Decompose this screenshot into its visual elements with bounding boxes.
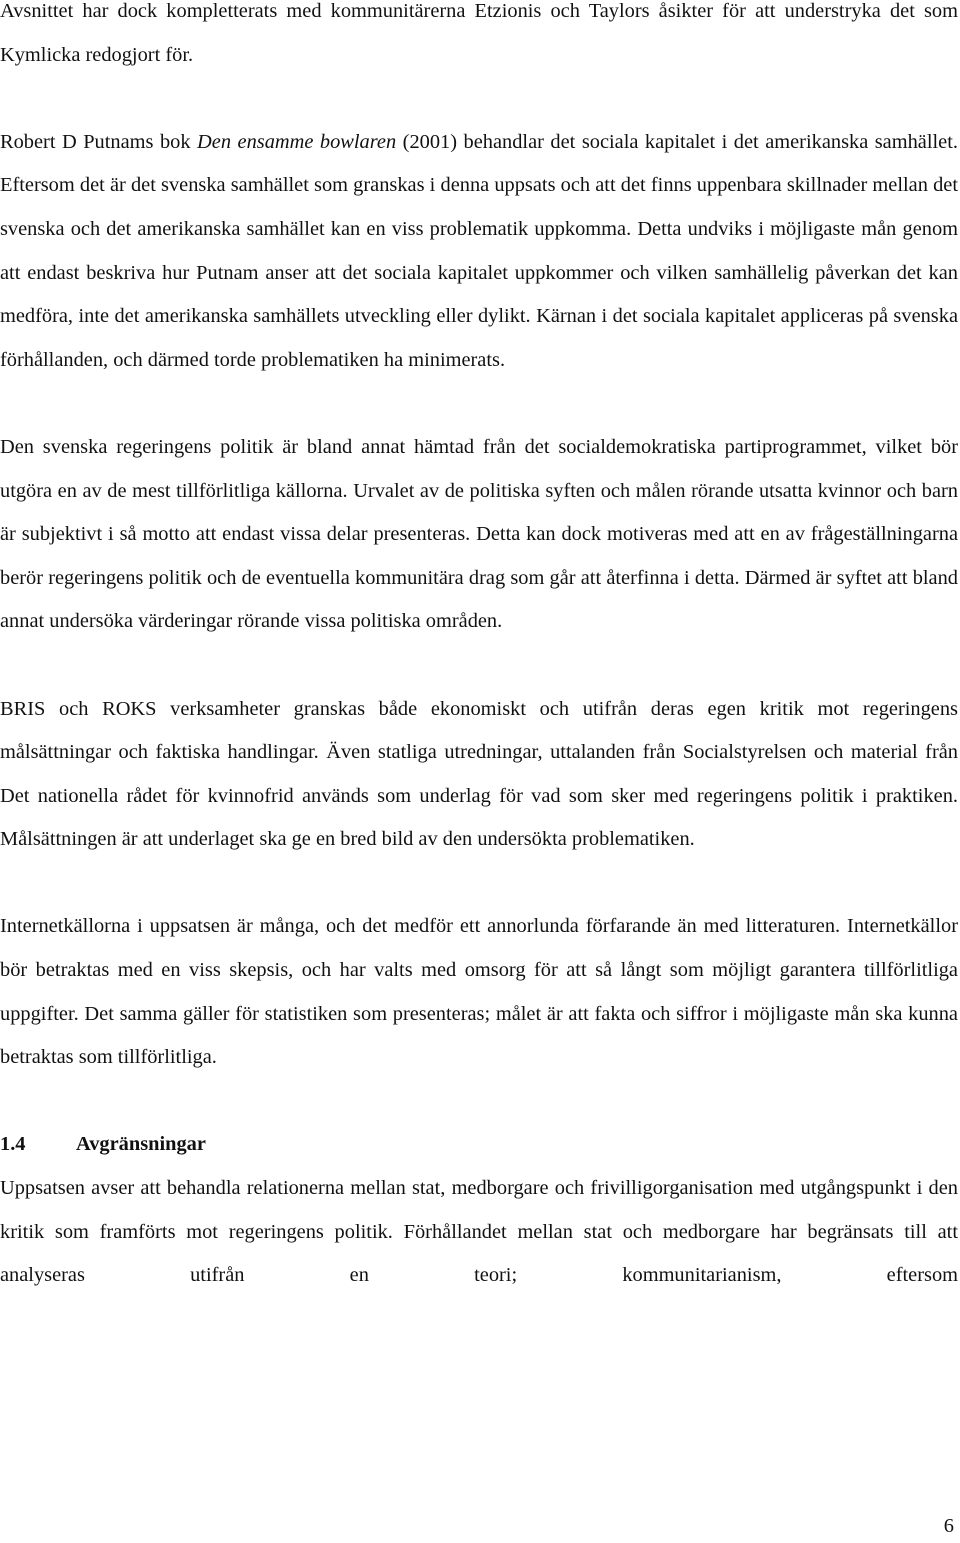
page-number: 6 (943, 1515, 954, 1537)
paragraph-2-text-b: (2001) behandlar det sociala kapitalet i det amerikanska samhället. Eftersom det är det svenska samhället som granskas i denna uppsats och att det finns uppenbara skillnader mellan det svenska och det amerikanska samhället kan en viss problematik uppkomma. Detta undviks i möjligaste mån genom att endast beskriva hur Putnam anser att det sociala kapitalet uppkommer och vilken samhällelig påverkan det kan medföra, inte det amerikanska samhällets utveckling eller dylikt. Kärnan i det sociala kapitalet appliceras på svenska förhållanden, och därmed torde problematiken ha minimerats. (0, 130, 958, 371)
paragraph-3: Den svenska regeringens politik är bland annat hämtad från det socialdemokratiska partiprogrammet, vilket bör utgöra en av de mest tillförlitliga källorna. Urvalet av de politiska syften och målen rörande utsatta kvinnor och barn är subjektivt i så motto att endast vissa delar presenteras. Detta kan dock motiveras med att en av frågeställningarna berör regeringens politik och de eventuella kommunitära drag som går att återfinna i detta. Därmed är syftet att bland annat undersöka värderingar rörande vissa politiska områden. (0, 435, 958, 633)
paragraph-5: Internetkällorna i uppsatsen är många, och det medför ett annorlunda förfarande än med litteraturen. Internetkällor bör betraktas med en viss skepsis, och har valts med omsorg för att så långt som möjligt garantera tillförlitliga uppgifter. Det samma gäller för statistiken som presenteras; målet är att fakta och siffror i möjligaste mån ska kunna betraktas som tillförlitliga. (0, 915, 958, 1069)
paragraph-4: BRIS och ROKS verksamheter granskas både ekonomiskt och utifrån deras egen kritik mot regeringens målsättningar och faktiska handlingar. Även statliga utredningar, uttalanden från Socialstyrelsen och material från Det nationella rådet för kvinnofrid används som underlag för vad som sker med regeringens politik i praktiken. Målsättningen är att underlaget ska ge en bred bild av den undersökta problematiken. (0, 697, 958, 851)
paragraph-gap (0, 644, 958, 688)
paragraph-6: Uppsatsen avser att behandla relationerna mellan stat, medborgare och frivilligorganisation med utgångspunkt i den kritik som framförts mot regeringens politik. Förhållandet mellan stat och medborgare har begränsats till att analyseras utifrån en teori; kommunitarianism, eftersom (0, 1177, 958, 1287)
paragraph-2 (0, 121, 958, 383)
paragraph-gap (0, 1080, 958, 1124)
paragraph-gap (0, 382, 958, 426)
paragraph-2-text-a: Robert D Putnams bok (0, 130, 198, 153)
section-title: Avgränsningar (76, 1133, 206, 1156)
paragraph-1: Avsnittet har dock kompletterats med kommunitärerna Etzionis och Taylors åsikter för att understryka det som Kymlicka redogjort för. (0, 0, 958, 66)
paragraph-gap (0, 77, 958, 121)
section-heading (0, 1123, 958, 1167)
section-number: 1.4 (0, 1133, 26, 1156)
paragraph-gap (0, 862, 958, 906)
book-title: Den ensamme bowlaren (197, 130, 397, 153)
